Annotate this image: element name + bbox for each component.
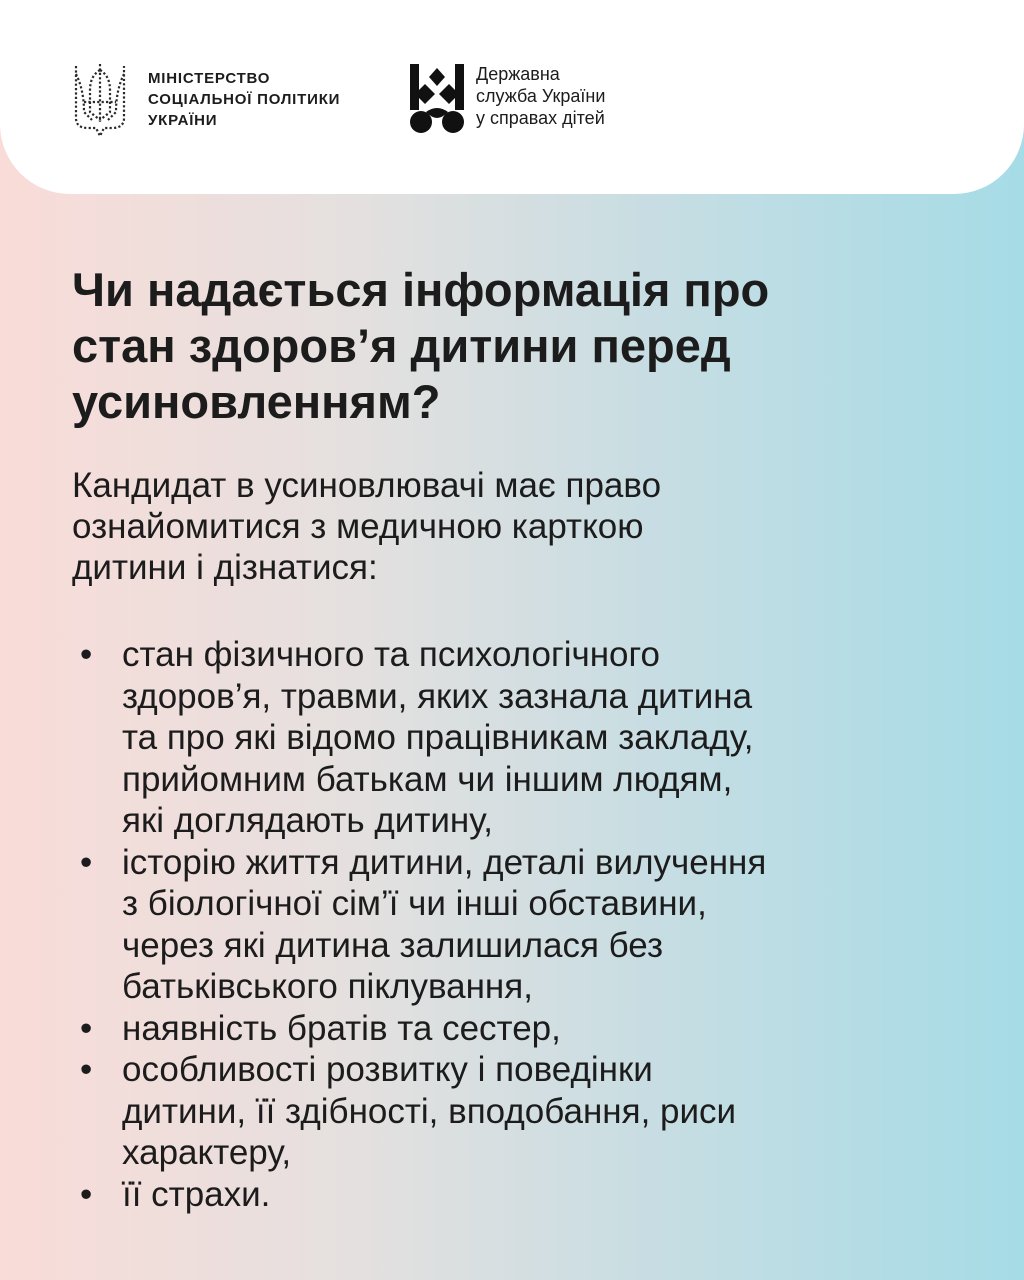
- list-item-line: з біологічної сім’ї чи інші обставини,: [122, 884, 707, 923]
- intro-line: Кандидат в усиновлювачі має право: [72, 466, 662, 505]
- bullet-icon: •: [80, 1050, 93, 1089]
- list-item: [72, 1049, 992, 1174]
- list-item-line: її страхи.: [122, 1174, 271, 1214]
- title-line: усиновленням?: [72, 375, 441, 428]
- list-item: [72, 842, 992, 1008]
- bullet-icon: •: [80, 1008, 93, 1048]
- bullet-icon: •: [80, 635, 93, 674]
- ministry-name-line: СОЦІАЛЬНОЇ ПОЛІТИКИ: [148, 91, 341, 108]
- service-name-line: служба України: [476, 86, 606, 106]
- title-line: стан здоров’я дитини перед: [72, 319, 731, 372]
- list-item-line: через які дитина залишилася без: [122, 925, 664, 965]
- list-item-line: особливості розвитку і поведінки: [122, 1050, 653, 1089]
- info-list: [72, 634, 992, 1215]
- service-name-line: у справах дітей: [476, 108, 605, 128]
- page-title: [72, 262, 972, 430]
- list-item-line: які доглядають дитину,: [122, 801, 493, 840]
- list-item-line: батьківського піклування,: [122, 967, 533, 1006]
- list-item-line: характеру,: [122, 1133, 292, 1172]
- intro-line: дитини і дізнатися:: [72, 548, 378, 587]
- list-item-line: здоров’я, травми, яких зазнала дитина: [122, 676, 753, 716]
- header-panel: [0, 0, 1024, 194]
- trident-emblem-icon: [72, 62, 128, 138]
- list-item-line: наявність братів та сестер,: [122, 1008, 561, 1048]
- list-item: [72, 1174, 992, 1216]
- ministry-name-line: УКРАЇНИ: [148, 112, 218, 129]
- bullet-icon: •: [80, 842, 93, 882]
- intro-line: ознайомитися з медичною карткою: [72, 507, 644, 546]
- list-item: [72, 634, 992, 842]
- title-line: Чи надається інформація про: [72, 263, 770, 316]
- list-item-line: стан фізичного та психологічного: [122, 635, 660, 674]
- list-item: [72, 1008, 992, 1050]
- service-name: [476, 63, 605, 129]
- service-name-line: Державна: [476, 64, 560, 84]
- list-item-line: прийомним батькам чи іншим людям,: [122, 759, 733, 799]
- ministry-name: [148, 68, 340, 131]
- ministry-name-line: МІНІСТЕРСТВО: [148, 70, 271, 87]
- bullet-icon: •: [80, 1174, 93, 1214]
- state-service-children-logo-icon: [410, 64, 464, 134]
- list-item-line: дитини, її здібності, вподобання, риси: [122, 1091, 737, 1131]
- list-item-line: історію життя дитини, деталі вилучення: [122, 842, 767, 882]
- list-item-line: та про які відомо працівникам закладу,: [122, 718, 754, 757]
- intro-paragraph: [72, 465, 972, 588]
